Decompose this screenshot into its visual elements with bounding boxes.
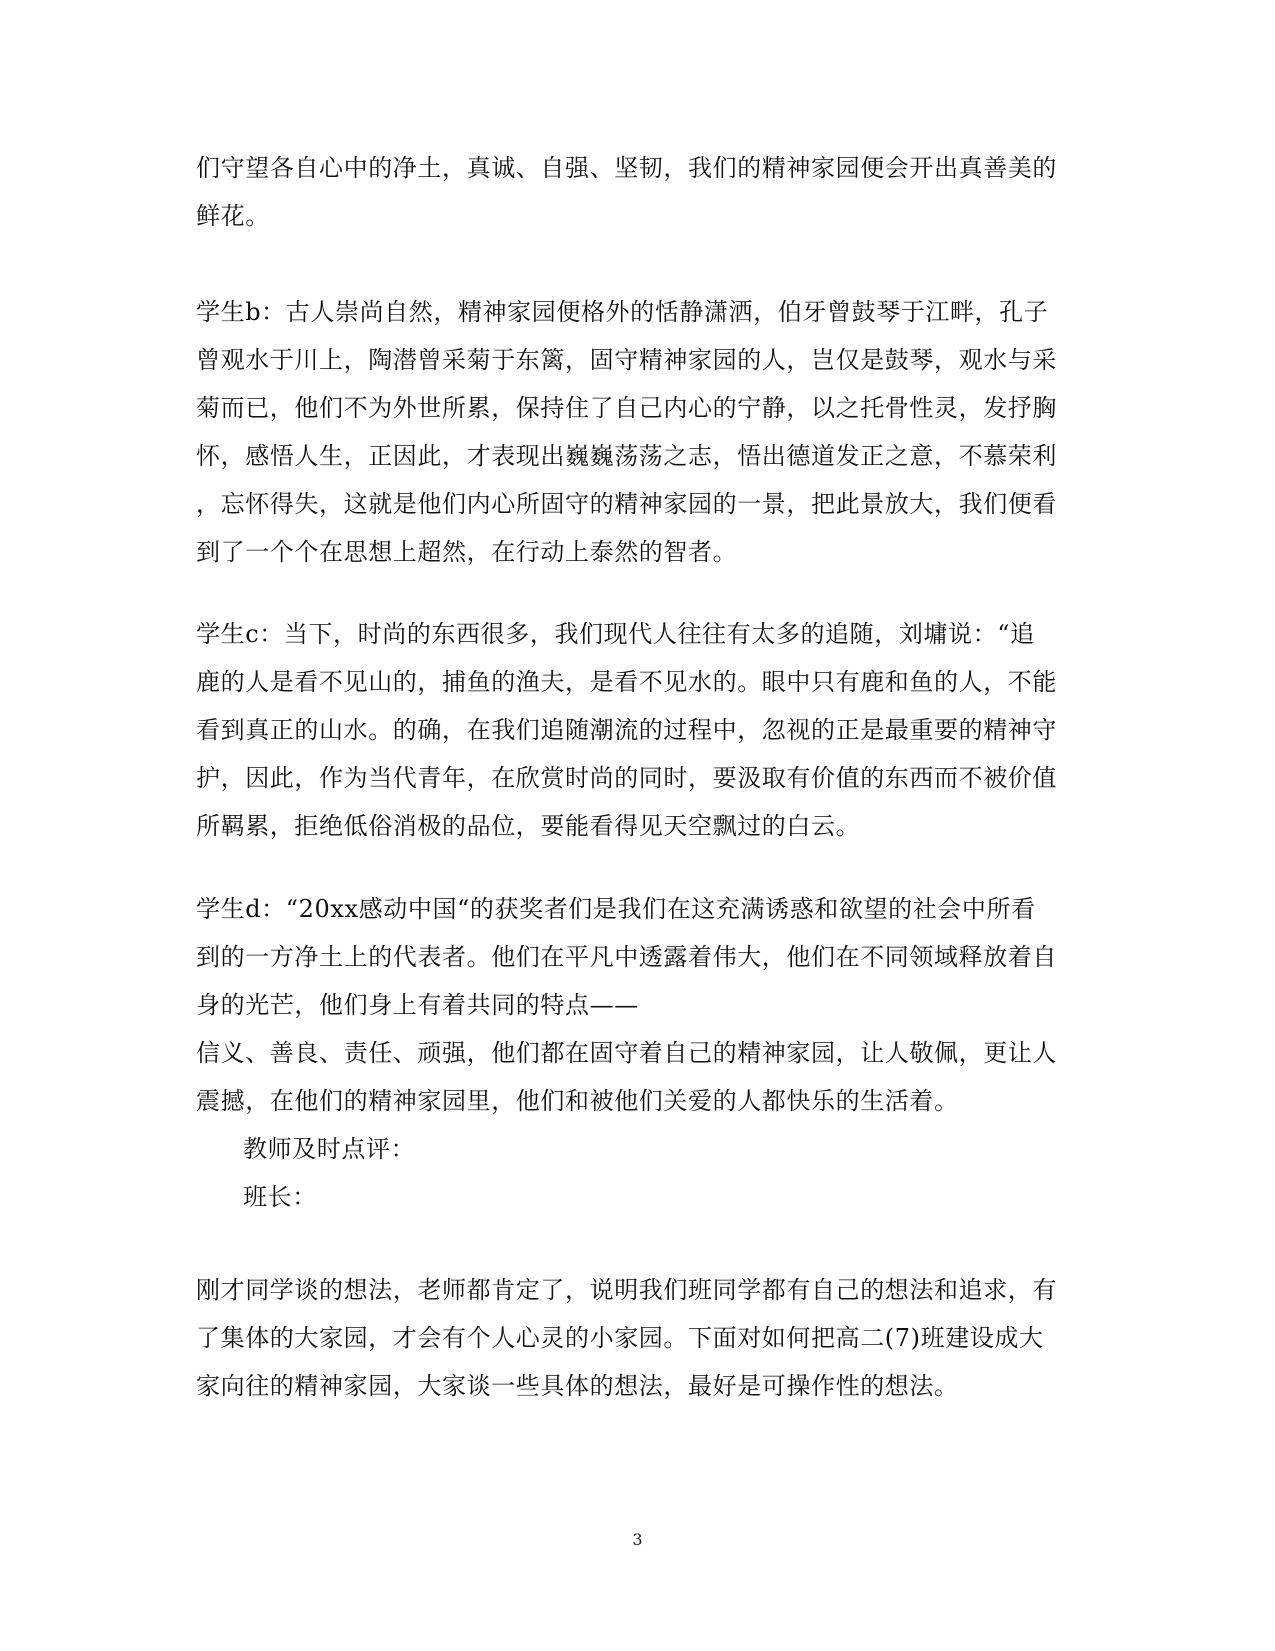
paragraph-monitor-speech bbox=[196, 1266, 1076, 1410]
text-line: 到的一方净土上的代表者。他们在平凡中透露着伟大，他们在不同领域释放着自 bbox=[196, 943, 1057, 971]
text-line: 曾观水于川上，陶潜曾采菊于东篱，固守精神家园的人，岂仅是鼓琴，观水与采 bbox=[196, 346, 1057, 374]
paragraph-continuation bbox=[196, 144, 1076, 240]
text-line: 学生d：“20xx感动中国“的获奖者们是我们在这充满诱惑和欲望的社会中所看 bbox=[196, 895, 1036, 923]
paragraph-student-d bbox=[196, 885, 1076, 1125]
text-line: 震撼，在他们的精神家园里，他们和被他们关爱的人都快乐的生活着。 bbox=[196, 1087, 959, 1115]
text-line: 们守望各自心中的净土，真诚、自强、坚韧，我们的精神家园便会开出真善美的 bbox=[196, 154, 1057, 182]
teacher-comment-label: 教师及时点评： bbox=[243, 1135, 416, 1163]
text-line: 看到真正的山水。的确，在我们追随潮流的过程中，忽视的正是最重要的精神守 bbox=[196, 716, 1057, 744]
text-line: 学生b：古人崇尚自然，精神家园便格外的恬静潇洒，伯牙曾鼓琴于江畔，孔子 bbox=[196, 298, 1049, 326]
text-line: 学生c：当下，时尚的东西很多，我们现代人往往有太多的追随，刘墉说：“追 bbox=[196, 620, 1035, 648]
text-line: 信义、善良、责任、顽强，他们都在固守着自己的精神家园，让人敬佩，更让人 bbox=[196, 1039, 1057, 1067]
paragraph-student-c bbox=[196, 610, 1076, 850]
text-line: ，忘怀得失，这就是他们内心所固守的精神家园的一景，把此景放大，我们便看 bbox=[196, 490, 1057, 518]
page-number: 3 bbox=[632, 1530, 643, 1549]
text-line: 鹿的人是看不见山的，捕鱼的渔夫，是看不见水的。眼中只有鹿和鱼的人，不能 bbox=[196, 668, 1057, 696]
text-line: 鲜花。 bbox=[196, 202, 270, 230]
text-line: 所羁累，拒绝低俗消极的品位，要能看得见天空飘过的白云。 bbox=[196, 812, 861, 840]
text-line: 护，因此，作为当代青年，在欣赏时尚的同时，要汲取有价值的东西而不被价值 bbox=[196, 764, 1057, 792]
monitor-label: 班长： bbox=[243, 1183, 317, 1211]
text-line: 了集体的大家园，才会有个人心灵的小家园。下面对如何把高二(7)班建设成大 bbox=[196, 1324, 1044, 1352]
text-line: 身的光芒，他们身上有着共同的特点—— bbox=[196, 991, 639, 1019]
text-line: 刚才同学谈的想法，老师都肯定了，说明我们班同学都有自己的想法和追求，有 bbox=[196, 1276, 1057, 1304]
paragraph-student-b bbox=[196, 288, 1076, 576]
text-line: 到了一个个在思想上超然，在行动上泰然的智者。 bbox=[196, 538, 738, 566]
text-line: 怀，感悟人生，正因此，才表现出巍巍荡荡之志，悟出德道发正之意，不慕荣利 bbox=[196, 442, 1057, 470]
text-line: 家向往的精神家园，大家谈一些具体的想法，最好是可操作性的想法。 bbox=[196, 1372, 959, 1400]
teacher-and-monitor-labels bbox=[196, 1125, 1076, 1221]
text-line: 菊而已，他们不为外世所累，保持住了自己内心的宁静，以之托骨性灵，发抒胸 bbox=[196, 394, 1057, 422]
